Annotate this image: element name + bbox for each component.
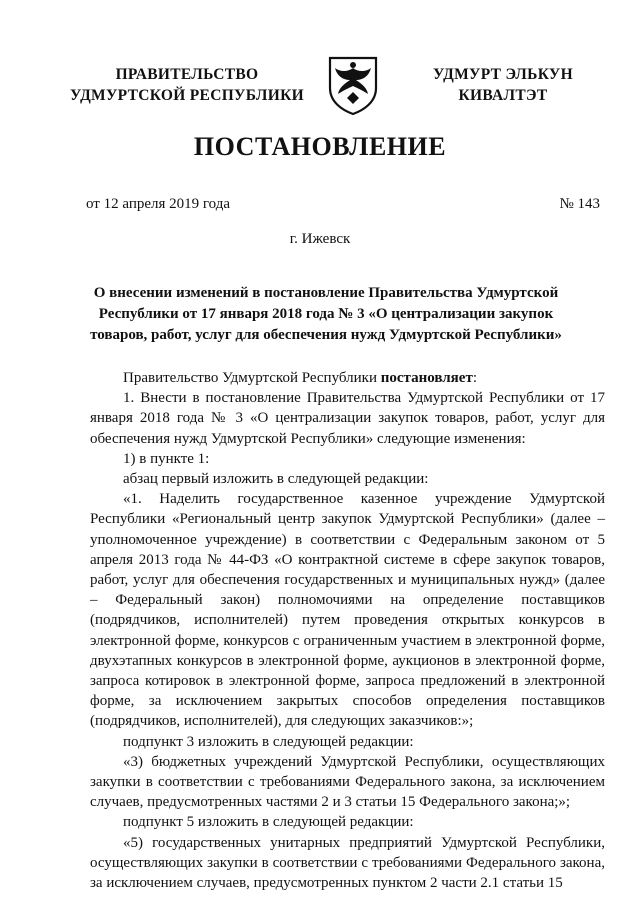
- paragraph-1: 1. Внести в постановление Правительства Удмуртской Республики от 17 января 2018 года № 3 «О централизации закупок товаров, работ, услуг для обеспечения нужд Удмуртской Республики» следующие изменения:: [90, 390, 605, 447]
- document-number: № 143: [559, 196, 600, 212]
- intro-text: Правительство Удмуртской Республики: [123, 370, 381, 386]
- document-title: ПОСТАНОВЛЕНИЕ: [193, 132, 447, 161]
- header-left-line2: УДМУРТСКОЙ РЕСПУБЛИКИ: [69, 87, 304, 104]
- document-city: г. Ижевск: [289, 231, 351, 247]
- coat-of-arms-icon: [326, 54, 380, 116]
- header-right-line2: КИВАЛТЭТ: [458, 87, 548, 104]
- paragraph-3: абзац первый изложить в следующей редакции:: [123, 471, 429, 488]
- intro-end: :: [472, 370, 477, 386]
- paragraph-4: «1. Наделить государственное казенное учреждение Удмуртской Республики «Региональный центр закупок Удмуртской Республики» (далее – уполномоченное учреждение) в соответствии с Федеральным законом от 5 апреля 2013 года № 44-ФЗ «О контрактной системе в сфере закупок товаров, работ, услуг для обеспечения государственных и муниципальных нужд» (далее – Федеральный закон) полномочиями на определение поставщиков (подрядчиков, исполнителей) путем проведения открытых конкурсов в электронной форме, конкурсов с ограниченным участием в электронной форме, двухэтапных конкурсов в электронной форме, аукционов в электронной форме, запроса котировок в электронной форме, запроса предложений в электронной форме, за исключением закрытых способов определения поставщиков (подрядчиков, исполнителей), для следующих заказчиков:»;: [90, 491, 605, 730]
- header-right-line1: УДМУРТ ЭЛЬКУН: [433, 66, 573, 83]
- paragraph-6: «3) бюджетных учреждений Удмуртской Республики, осуществляющих закупки в соответствии с требованиями Федерального закона, за исключением случаев, предусмотренных частями 2 и 3 статьи 15 Федерального закона;»;: [90, 753, 605, 811]
- intro-paragraph: [90, 368, 605, 388]
- government-name-udmurt: [418, 64, 588, 106]
- document-body: [90, 368, 605, 893]
- paragraph-7: подпункт 5 изложить в следующей редакции:: [123, 814, 414, 831]
- government-name-russian: [62, 64, 312, 106]
- intro-verb: постановляет: [380, 370, 473, 386]
- header-left-line1: ПРАВИТЕЛЬСТВО: [115, 66, 259, 83]
- paragraph-5: подпункт 3 изложить в следующей редакции:: [123, 733, 414, 750]
- paragraph-8: «5) государственных унитарных предприятий Удмуртской Республики, осуществляющих закупки в соответствии с требованиями Федерального закона, за исключением случаев, предусмотренных пунктом 2 части 2.1 статьи 15: [90, 834, 605, 892]
- document-subject: О внесении изменений в постановление Правительства Удмуртской Республики от 17 января 2018 года № 3 «О централизации закупок товаров, работ, услуг для обеспечения нужд Удмуртской Республики»: [90, 285, 562, 343]
- document-date: от 12 апреля 2019 года: [86, 196, 231, 212]
- paragraph-2: 1) в пункте 1:: [123, 450, 210, 467]
